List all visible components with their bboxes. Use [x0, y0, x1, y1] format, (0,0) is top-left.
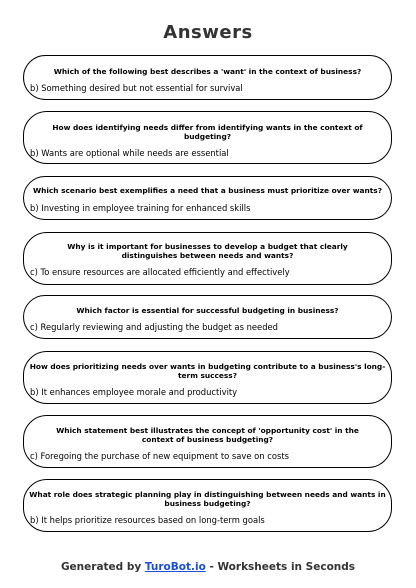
answer-card — [23, 415, 392, 468]
footer — [0, 561, 416, 573]
answer-card — [23, 479, 392, 532]
answer-text: c) To ensure resources are allocated efficiently and effectively — [30, 267, 290, 277]
question-text: How does prioritizing needs over wants in budgeting contribute to a business's long-term success? — [29, 362, 386, 380]
answer-card — [23, 176, 392, 220]
question-text: Which scenario best exemplifies a need that a business must prioritize over wants? — [32, 186, 382, 195]
answer-card — [23, 232, 392, 285]
answer-card — [23, 111, 392, 164]
answer-card — [23, 295, 392, 339]
answer-card — [23, 351, 392, 404]
answer-text: b) It helps prioritize resources based on long-term goals — [30, 515, 265, 525]
question-text: How does identifying needs differ from identifying wants in the context of budgeting? — [52, 123, 363, 141]
answer-card — [23, 55, 392, 100]
question-text: Why is it important for businesses to develop a budget that clearly distinguishes between needs and wants? — [67, 242, 348, 260]
footer-prefix: Generated by — [60, 561, 145, 573]
question-text: Which of the following best describes a 'want' in the context of business? — [53, 67, 362, 76]
turobot-link[interactable]: TuroBot.io — [144, 561, 206, 573]
answer-text: b) Investing in employee training for enhanced skills — [30, 203, 251, 213]
question-text: What role does strategic planning play in distinguishing between needs and wants in business budgeting? — [29, 490, 386, 508]
answer-text: b) Wants are optional while needs are essential — [30, 148, 229, 158]
question-text: Which statement best illustrates the concept of 'opportunity cost' in the context of business budgeting? — [56, 426, 359, 444]
answer-text: c) Foregoing the purchase of new equipment to save on costs — [30, 451, 290, 461]
answer-text: c) Regularly reviewing and adjusting the budget as needed — [30, 322, 278, 332]
question-text: Which factor is essential for successful budgeting in business? — [76, 306, 339, 315]
page-title: Answers — [163, 22, 253, 43]
footer-suffix: - Worksheets in Seconds — [205, 561, 356, 573]
answer-text: b) It enhances employee morale and productivity — [30, 387, 238, 397]
answer-text: b) Something desired but not essential for survival — [30, 83, 243, 93]
